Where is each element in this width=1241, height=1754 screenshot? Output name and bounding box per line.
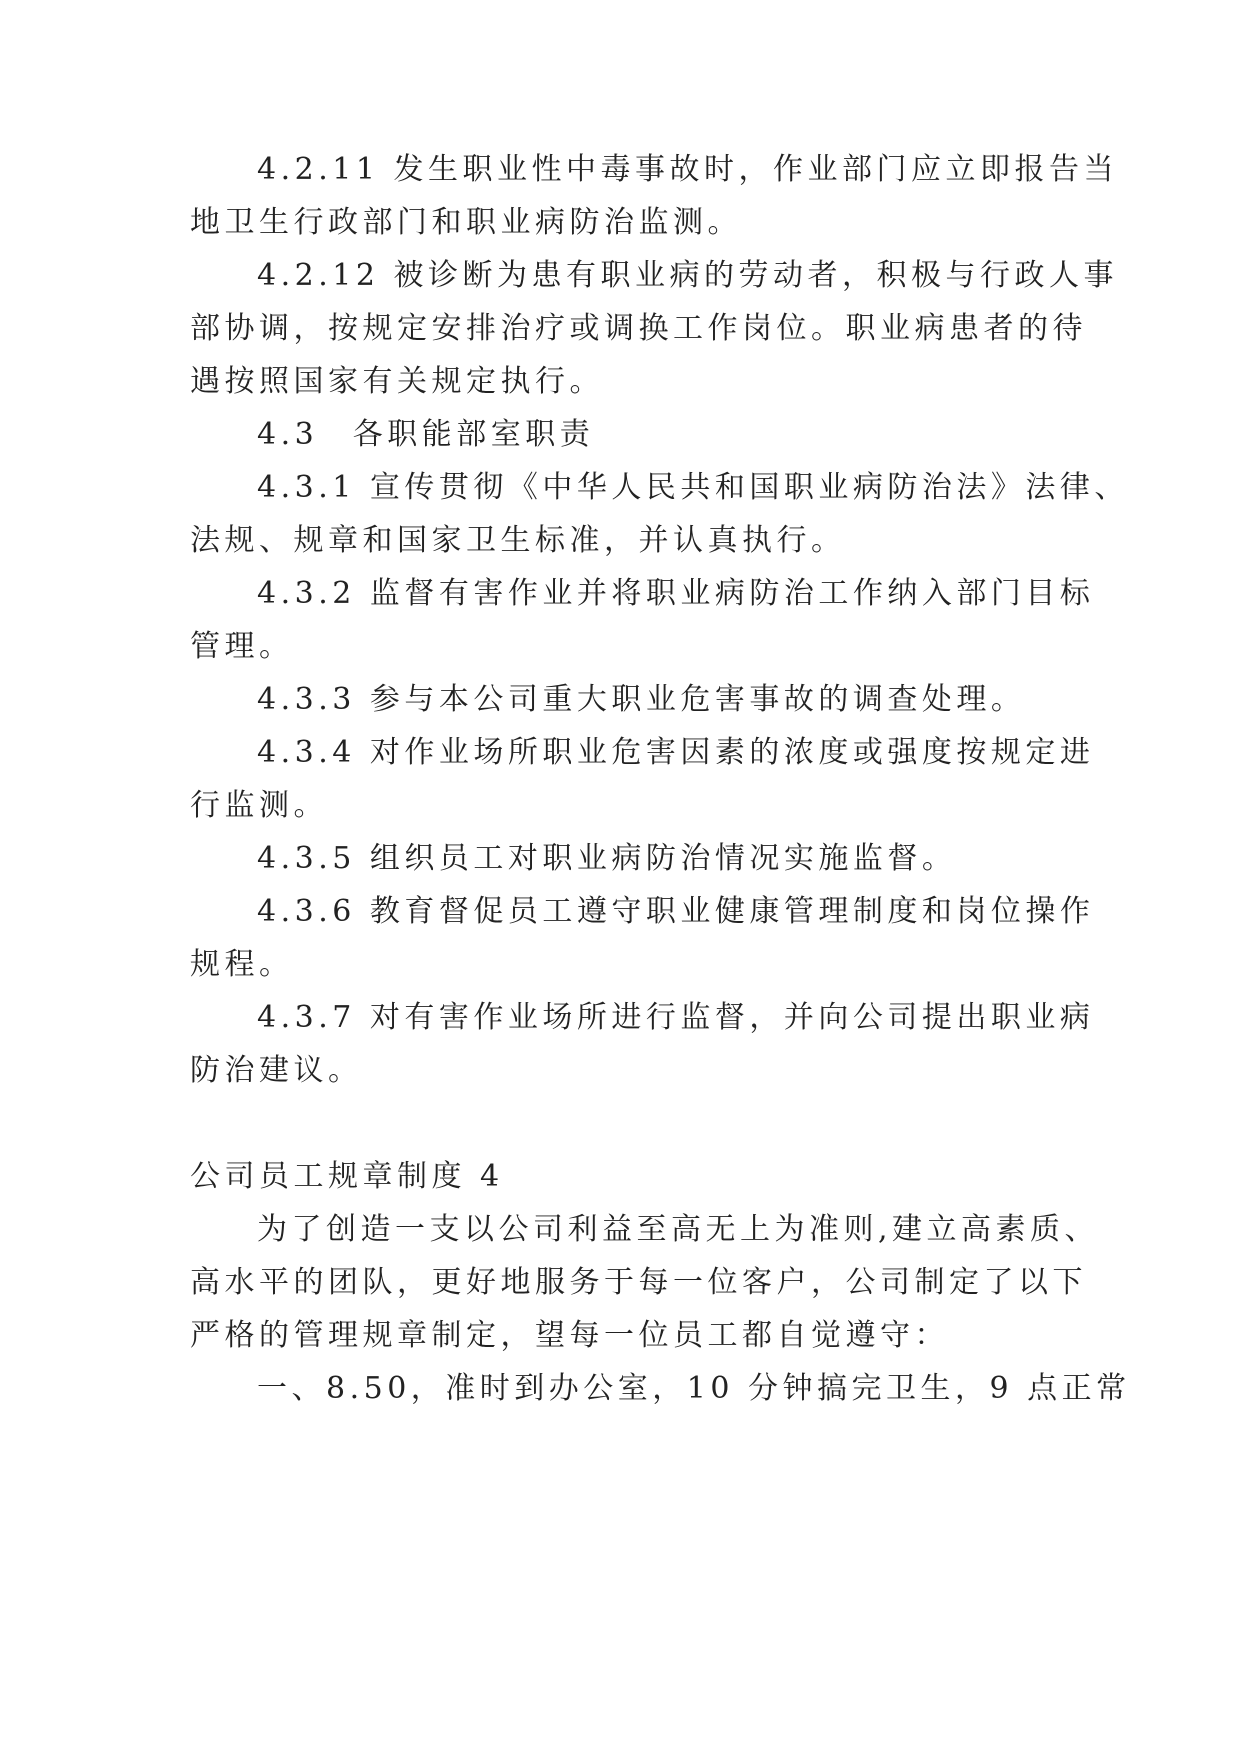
paragraph-4-2-12-line-3: 遇按照国家有关规定执行。	[190, 364, 604, 399]
section-title-rules-4: 公司员工规章制度 4	[190, 1159, 504, 1194]
intro-paragraph-line-2: 高水平的团队，更好地服务于每一位客户，公司制定了以下	[190, 1265, 1087, 1300]
paragraph-4-3-7-line-1: 4.3.7 对有害作业场所进行监督，并向公司提出职业病	[257, 1000, 1095, 1035]
paragraph-4-2-11-line-2: 地卫生行政部门和职业病防治监测。	[190, 205, 742, 240]
paragraph-4-3-6-line-1: 4.3.6 教育督促员工遵守职业健康管理制度和岗位操作	[257, 894, 1095, 929]
paragraph-4-3-1-line-2: 法规、规章和国家卫生标准，并认真执行。	[190, 523, 846, 558]
paragraph-4-3-3: 4.3.3 参与本公司重大职业危害事故的调查处理。	[257, 682, 1026, 717]
paragraph-4-3-7-line-2: 防治建议。	[190, 1053, 363, 1088]
paragraph-4-3-5: 4.3.5 组织员工对职业病防治情况实施监督。	[257, 841, 957, 876]
paragraph-4-3-6-line-2: 规程。	[190, 947, 294, 982]
paragraph-4-3-2-line-1: 4.3.2 监督有害作业并将职业病防治工作纳入部门目标	[257, 576, 1095, 611]
paragraph-4-2-12-line-2: 部协调，按规定安排治疗或调换工作岗位。职业病患者的待	[190, 311, 1087, 346]
section-heading-4-3: 4.3 各职能部室职责	[257, 417, 595, 452]
paragraph-4-3-2-line-2: 管理。	[190, 629, 294, 664]
intro-paragraph-line-1: 为了创造一支以公司利益至高无上为准则,建立高素质、	[257, 1212, 1100, 1247]
paragraph-4-3-4-line-1: 4.3.4 对作业场所职业危害因素的浓度或强度按规定进	[257, 735, 1095, 770]
rule-1-line-1: 一、8.50，准时到办公室，10 分钟搞完卫生，9 点正常	[257, 1371, 1131, 1406]
paragraph-4-2-12-line-1: 4.2.12 被诊断为患有职业病的劳动者，积极与行政人事	[257, 258, 1118, 293]
paragraph-4-3-1-line-1: 4.3.1 宣传贯彻《中华人民共和国职业病防治法》法律、	[257, 470, 1129, 505]
paragraph-4-2-11-line-1: 4.2.11 发生职业性中毒事故时，作业部门应立即报告当	[257, 152, 1118, 187]
paragraph-4-3-4-line-2: 行监测。	[190, 788, 328, 823]
intro-paragraph-line-3: 严格的管理规章制定，望每一位员工都自觉遵守：	[190, 1318, 949, 1353]
